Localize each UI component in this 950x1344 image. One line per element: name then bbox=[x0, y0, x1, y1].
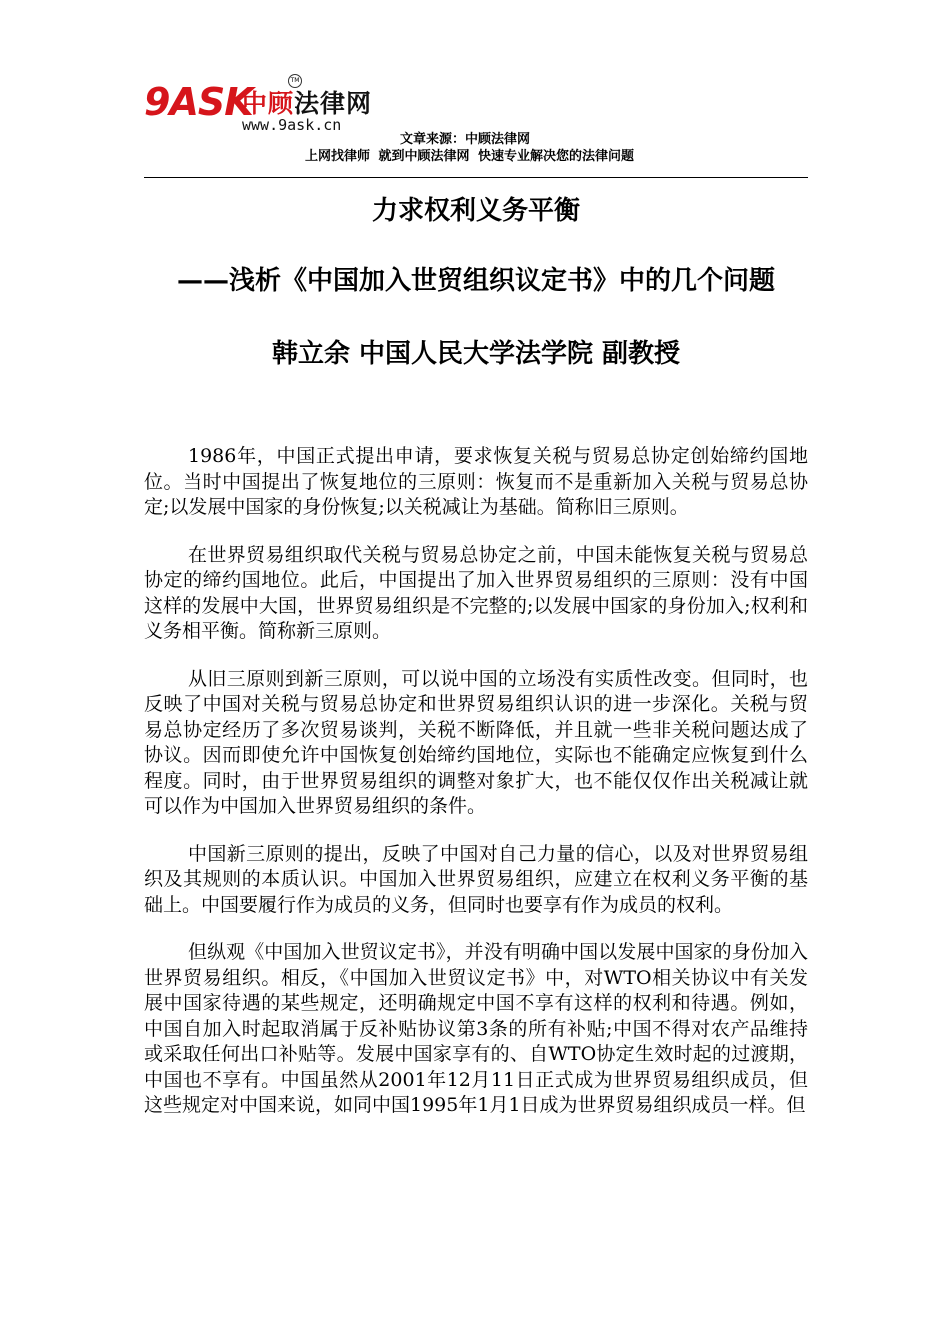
header-divider bbox=[144, 177, 808, 178]
article-body bbox=[144, 444, 808, 1141]
logo-name-black: 法律网 bbox=[294, 89, 373, 118]
article-title: 力求权利义务平衡 bbox=[371, 196, 580, 226]
paragraph: 1986年，中国正式提出申请，要求恢复关税与贸易总协定创始缔约国地位。当时中国提出了恢复地位的三原则：恢复而不是重新加入关税与贸易总协定;以发展中国家的身份恢复;以关税减让为基础。简称旧三原则。 bbox=[144, 445, 808, 518]
paragraph: 在世界贸易组织取代关税与贸易总协定之前，中国未能恢复关税与贸易总协定的缔约国地位。此后，中国提出了加入世界贸易组织的三原则：没有中国这样的发展中大国，世界贸易组织是不完整的;以发展中国家的身份加入;权利和义务相平衡。简称新三原则。 bbox=[144, 543, 808, 642]
paragraph: 从旧三原则到新三原则，可以说中国的立场没有实质性改变。但同时，也反映了中国对关税与贸易总协定和世界贸易组织认识的进一步深化。关税与贸易总协定经历了多次贸易谈判，关税不断降低，并且就一些非关税问题达成了协议。因而即使允许中国恢复创始缔约国地位，实际也不能确定应恢复到什么程度。同时，由于世界贸易组织的调整对象扩大，也不能仅仅作出关税减让就可以作为中国加入世界贸易组织的条件。 bbox=[144, 667, 808, 817]
logo-name-red: 中顾 bbox=[242, 89, 295, 118]
author-line: 韩立余 中国人民大学法学院 副教授 bbox=[271, 339, 681, 369]
article-source: 文章来源：中顾法律网 bbox=[400, 132, 531, 147]
site-logo[interactable] bbox=[144, 72, 394, 136]
paragraph: 但纵观《中国加入世贸议定书》，并没有明确中国以发展中国家的身份加入世界贸易组织。相反，《中国加入世贸议定书》中，对WTO相关协议中有关发展中国家待遇的某些规定，还明确规定中国不享有这样的权利和待遇。例如，中国自加入时起取消属于反补贴协议第3条的所有补贴;中国不得对农产品维持或采取任何出口补贴等。发展中国家享有的、自WTO协定生效时起的过渡期，中国也不享有。中国虽然从2001年12月11日正式成为世界贸易组织成员，但这些规定对中国来说，如同中国1995年1月1日成为世界贸易组织成员一样。但 bbox=[144, 941, 808, 1116]
logo-name bbox=[242, 84, 372, 120]
logo-mark: 9ASK bbox=[144, 80, 253, 124]
header-tagline: 上网找律师 就到中顾法律网 快速专业解决您的法律问题 bbox=[305, 149, 635, 164]
trademark-icon: TM bbox=[288, 74, 302, 88]
paragraph: 中国新三原则的提出，反映了中国对自己力量的信心，以及对世界贸易组织及其规则的本质认识。中国加入世界贸易组织，应建立在权利义务平衡的基础上。中国要履行作为成员的义务，但同时也要享有作为成员的权利。 bbox=[144, 842, 808, 916]
article-subtitle: ——浅析《中国加入世贸组织议定书》中的几个问题 bbox=[176, 266, 775, 296]
logo-url: www.9ask.cn bbox=[242, 116, 342, 134]
